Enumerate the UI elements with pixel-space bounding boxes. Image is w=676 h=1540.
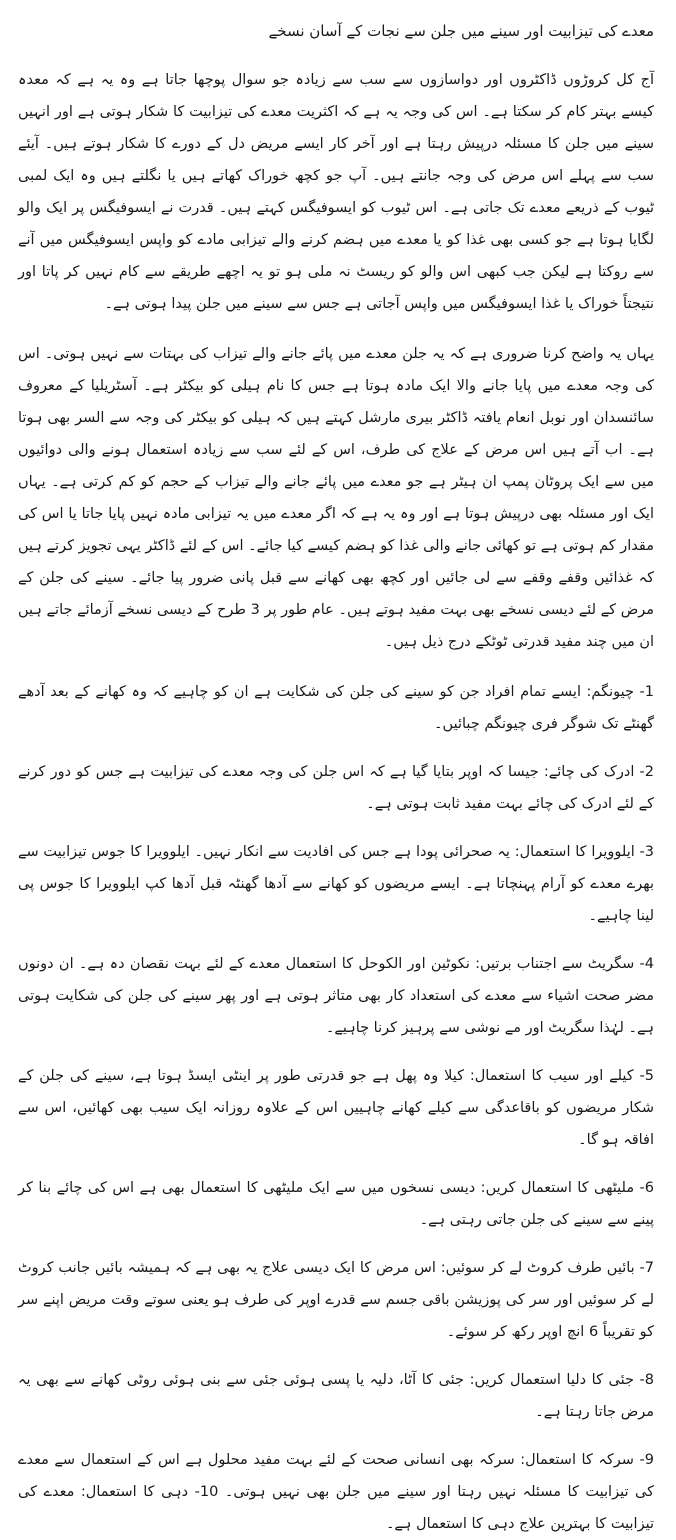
remedy-item: 1- چیونگم: ایسے تمام افراد جن کو سینے کی جلن کی شکایت ہے ان کو چاہیے کہ وہ کھانے کے بعد آدھے گھنٹے تک شوگر فری چیونگم چبائیں۔ bbox=[18, 684, 654, 732]
remedy-item: 2- ادرک کی چائے: جیسا کہ اوپر بتایا گیا ہے کہ اس جلن کی وجہ معدے کی تیزابیت ہے جس کو دور کرنے کے لئے ادرک کی چائے بہت مفید ثابت ہوتی ہے۔ bbox=[18, 764, 654, 812]
remedy-item: 9- سرکہ کا استعمال: سرکہ بھی انسانی صحت کے لئے بہت مفید محلول ہے اس کے استعمال سے معدے کی تیزابیت کا مسئلہ نہیں رہتا اور سینے میں جلن بھی نہیں ہوتی۔ 10- دہی کا استعمال: معدے کی تیزابیت کا بہترین علاج دہی کا استعمال ہے۔ bbox=[18, 1452, 654, 1532]
cause-paragraph: یہاں یہ واضح کرنا ضروری ہے کہ یہ جلن معدے میں پائے جانے والے تیزاب کی بہتات سے نہیں ہوتی۔ اس کی وجہ معدے میں پایا جانے والا ایک مادہ ہوتا ہے جس کا نام ہیلی کو بیکٹر ہے۔ آسٹریلیا کے معروف سائنسدان اور نوبل انعام یافتہ ڈاکٹر بیری مارشل کہتے ہیں کہ ہیلی کو بیکٹر کی وجہ سے السر بھی ہوتا ہے۔ اب آتے ہیں اس مرض کے علاج کی طرف، اس کے لئے سب سے زیادہ استعمال ہونے والی دوائیوں میں سے ایک پروٹان پمپ ان ہیٹر ہے جو معدے میں پائے جانے والے تیزاب کے حجم کو کم کرتی ہے۔ یہاں ایک اور مسئلہ بھی درپیش ہوتا ہے اور وہ یہ ہے کہ اگر معدے میں یہ تیزابی مادہ نہیں پایا جاتا یا اس کی مقدار کم ہوتی ہے تو کھائی جانے والی غذا کو ہضم کیسے کیا جائے۔ اس کے لئے ڈاکٹر یہی تجویز کرتے ہیں کہ غذائیں وقفے وقفے سے لی جائیں اور کچھ بھی کھانے سے قبل پانی ضرور پیا جائے۔ سینے کی جلن کے مرض کے لئے دیسی نسخے بھی بہت مفید ہوتے ہیں۔ عام طور پر 3 طرح کے دیسی نسخے آزمائے جاتے ہیں ان میں چند مفید قدرتی ٹوٹکے درج ذیل ہیں۔ bbox=[18, 346, 654, 650]
remedy-item: 5- کیلے اور سیب کا استعمال: کیلا وہ پھل ہے جو قدرتی طور پر اینٹی ایسڈ ہوتا ہے، سینے کی جلن کے شکار مریضوں کو باقاعدگی سے کیلے کھانے چاہییں اس کے علاوہ روزانہ ایک سیب بھی کھائیں، اس سے افاقہ ہو گا۔ bbox=[18, 1068, 654, 1148]
remedy-item: 8- جئی کا دلیا استعمال کریں: جئی کا آٹا، دلیہ یا پسی ہوئی جئی سے بنی ہوئی روٹی کھانے سے بھی یہ مرض جاتا رہتا ہے۔ bbox=[18, 1372, 654, 1420]
article-title: معدے کی تیزابیت اور سینے میں جلن سے نجات کے آسان نسخے bbox=[268, 22, 654, 40]
remedy-item: 7- بائیں طرف کروٹ لے کر سوئیں: اس مرض کا ایک دیسی علاج یہ بھی ہے کہ ہمیشہ بائیں جانب کروٹ لے کر سوئیں اور سر کی پوزیشن باقی جسم سے قدرے اوپر کی طرف ہو یعنی سوتے وقت مریض اپنے سر کو تقریباً 6 انچ اوپر رکھ کر سوئے۔ bbox=[18, 1260, 654, 1340]
remedy-item: 6- ملیٹھی کا استعمال کریں: دیسی نسخوں میں سے ایک ملیٹھی کا استعمال بھی ہے اس کی چائے بنا کر پینے سے سینے کی جلن جاتی رہتی ہے۔ bbox=[18, 1180, 654, 1228]
intro-paragraph: آج کل کروڑوں ڈاکٹروں اور دواسازوں سے سب سے زیادہ جو سوال پوچھا جاتا ہے وہ یہ ہے کہ معدہ کیسے بہتر کام کر سکتا ہے۔ اس کی وجہ یہ ہے کہ اکثریت معدے کی تیزابیت کا شکار ہوتی ہے اور انہیں سینے میں جلن کا مسئلہ درپیش رہتا ہے اور آخر کار ایسے مریض دل کے دورے کا شکار ہوتے ہیں۔ آیئے سب سے پہلے اس مرض کی وجہ جانتے ہیں۔ آپ جو کچھ خوراک کھاتے ہیں یا نگلتے ہیں وہ ایک لمبی ٹیوب کے ذریعے معدے تک جاتی ہے۔ اس ٹیوب کو ایسوفیگس کہتے ہیں۔ قدرت نے ایسوفیگس پر ایک والو لگایا ہوتا ہے جو کسی بھی غذا کو یا معدے میں ہضم کرنے والے تیزابی مادے کو واپس ایسوفیگس میں آنے سے روکتا ہے لیکن جب کبھی اس والو کو ریسٹ نہ ملی ہو تو یہ اچھے طریقے سے کام نہیں کر پاتا اور نتیجتاً خوراک یا غذا ایسوفیگس میں واپس آجاتی ہے جس سے سینے میں جلن پیدا ہوتی ہے۔ bbox=[18, 72, 654, 312]
remedy-item: 4- سگریٹ سے اجتناب برتیں: نکوٹین اور الکوحل کا استعمال معدے کے لئے بہت نقصان دہ ہے۔ ان دونوں مضر صحت اشیاء سے معدے کی استعداد کار بھی متاثر ہوتی ہے اور پھر سینے کی جلن کی شکایت ہوتی ہے۔ لہٰذا سگریٹ اور مے نوشی سے پرہیز کرنا چاہیے۔ bbox=[18, 956, 654, 1036]
remedy-item: 3- ایلوویرا کا استعمال: یہ صحرائی پودا ہے جس کی افادیت سے انکار نہیں۔ ایلوویرا کا جوس تیزابیت سے بھرے معدے کو آرام پہنچاتا ہے۔ ایسے مریضوں کو کھانے سے آدھا گھنٹہ قبل آدھا کپ ایلوویرا کا جوس پی لینا چاہیے۔ bbox=[18, 844, 654, 924]
